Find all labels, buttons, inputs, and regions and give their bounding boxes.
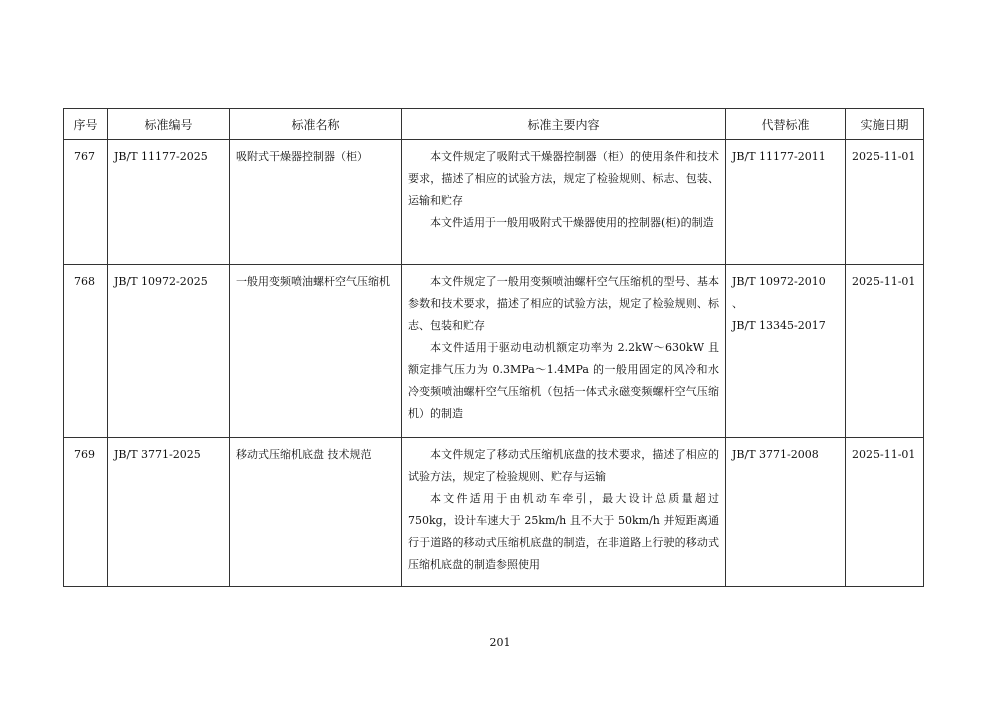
header-seq: 序号: [64, 109, 108, 140]
row-code: JB/T 3771-2025: [108, 438, 230, 587]
content-paragraph: 本文件规定了一般用变频喷油螺杆空气压缩机的型号、基本参数和技术要求，描述了相应的试验方法，规定了检验规则、标志、包装和贮存: [408, 275, 719, 332]
row-replaced: [726, 265, 846, 438]
replaced-standard: JB/T 13345-2017: [732, 319, 826, 332]
row-date: 2025-11-01: [846, 140, 924, 265]
row-code: JB/T 11177-2025: [108, 140, 230, 265]
content-paragraph: 本文件适用于一般用吸附式干燥器使用的控制器(柜)的制造: [430, 216, 714, 229]
row-name: 一般用变频喷油螺杆空气压缩机: [230, 265, 402, 438]
table-row: [64, 438, 924, 587]
content-paragraph: 本文件适用于由机动车牵引，最大设计总质量超过 750kg，设计车速大于 25km/h 且不大于 50km/h 并短距离通行于道路的移动式压缩机底盘的制造，在非道路上行驶的移动式压缩机底盘的制造参照使用: [408, 492, 719, 571]
row-content: [402, 438, 726, 587]
header-content: 标准主要内容: [402, 109, 726, 140]
content-paragraph: 本文件适用于驱动电动机额定功率为 2.2kW～630kW 且额定排气压力为 0.3MPa～1.4MPa 的一般用固定的风冷和水冷变频喷油螺杆空气压缩机（包括一体式永磁变频螺杆空气压缩机）的制造: [408, 341, 719, 420]
row-replaced: [726, 438, 846, 587]
header-code: 标准编号: [108, 109, 230, 140]
row-content: [402, 265, 726, 438]
row-seq: 768: [64, 265, 108, 438]
row-code: JB/T 10972-2025: [108, 265, 230, 438]
row-replaced: [726, 140, 846, 265]
header-row: [64, 109, 924, 140]
table-row: [64, 140, 924, 265]
row-seq: 767: [64, 140, 108, 265]
replaced-standard: JB/T 3771-2008: [732, 448, 819, 461]
table-row: [64, 265, 924, 438]
header-date: 实施日期: [846, 109, 924, 140]
page-number: 201: [489, 636, 511, 649]
row-date: 2025-11-01: [846, 265, 924, 438]
standards-table: [63, 108, 924, 587]
row-name: 吸附式干燥器控制器（柜）: [230, 140, 402, 265]
content-paragraph: 本文件规定了移动式压缩机底盘的技术要求，描述了相应的试验方法，规定了检验规则、贮存与运输: [408, 448, 719, 483]
replaced-standard: JB/T 10972-2010 、: [732, 275, 826, 310]
content-paragraph: 本文件规定了吸附式干燥器控制器（柜）的使用条件和技术要求，描述了相应的试验方法，规定了检验规则、标志、包装、运输和贮存: [408, 150, 719, 207]
header-name: 标准名称: [230, 109, 402, 140]
row-seq: 769: [64, 438, 108, 587]
row-date: 2025-11-01: [846, 438, 924, 587]
row-content: [402, 140, 726, 265]
header-replaced: 代替标准: [726, 109, 846, 140]
replaced-standard: JB/T 11177-2011: [732, 150, 826, 163]
row-name: 移动式压缩机底盘 技术规范: [230, 438, 402, 587]
